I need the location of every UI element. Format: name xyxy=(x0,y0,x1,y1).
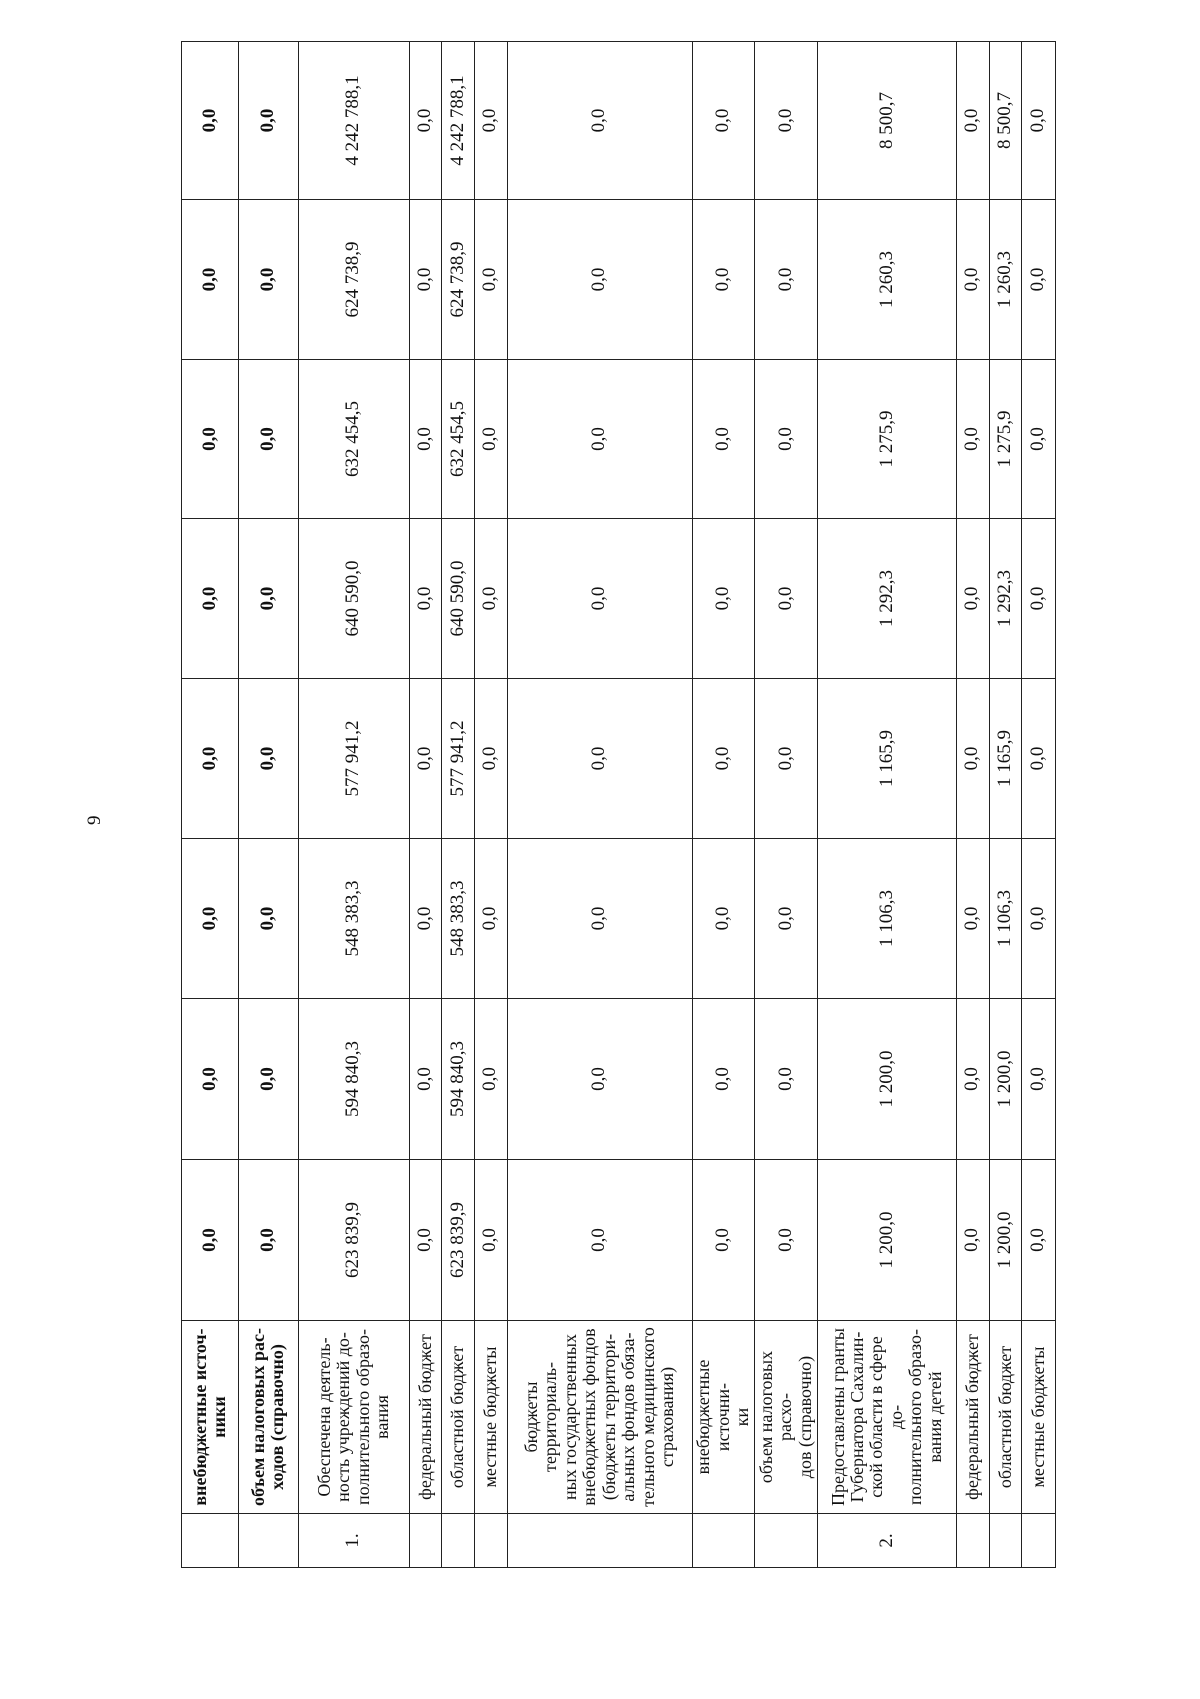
row-label: внебюджетные источ- ники xyxy=(182,1321,239,1514)
row-label: федеральный бюджет xyxy=(409,1321,442,1514)
value-cell: 8 500,7 xyxy=(989,42,1022,200)
value-cell: 0,0 xyxy=(507,1160,692,1321)
value-cell: 0,0 xyxy=(474,519,507,679)
value-cell: 0,0 xyxy=(956,360,989,519)
row-label: Обеспечена деятель- ность учреждений до- полнительного образо- вания xyxy=(298,1321,409,1514)
row-number xyxy=(442,1514,475,1568)
row-label: местные бюджеты xyxy=(1022,1321,1056,1514)
row-number xyxy=(238,1514,298,1568)
value-cell: 0,0 xyxy=(409,1160,442,1321)
value-cell: 0,0 xyxy=(956,1160,989,1321)
value-cell: 623 839,9 xyxy=(442,1160,475,1321)
value-cell: 1 200,0 xyxy=(817,999,956,1160)
value-cell: 1 292,3 xyxy=(817,519,956,679)
value-cell: 0,0 xyxy=(474,360,507,519)
value-cell: 0,0 xyxy=(1022,519,1056,679)
value-cell: 0,0 xyxy=(755,999,817,1160)
table-row xyxy=(755,42,817,1568)
value-cell: 1 200,0 xyxy=(817,1160,956,1321)
row-number xyxy=(474,1514,507,1568)
row-label: объем налоговых рас- ходов (справочно) xyxy=(238,1321,298,1514)
value-cell: 0,0 xyxy=(956,519,989,679)
value-cell: 640 590,0 xyxy=(442,519,475,679)
value-cell: 0,0 xyxy=(507,999,692,1160)
value-cell: 0,0 xyxy=(755,1160,817,1321)
table-row xyxy=(989,42,1022,1568)
value-cell: 0,0 xyxy=(755,200,817,360)
value-cell: 0,0 xyxy=(1022,999,1056,1160)
value-cell: 0,0 xyxy=(409,360,442,519)
value-cell: 0,0 xyxy=(692,200,754,360)
row-label: федеральный бюджет xyxy=(956,1321,989,1514)
value-cell: 0,0 xyxy=(182,42,239,200)
budget-table xyxy=(181,41,1056,1568)
table-row xyxy=(182,42,239,1568)
value-cell: 0,0 xyxy=(692,839,754,999)
row-label: объем налоговых расхо- дов (справочно) xyxy=(755,1321,817,1514)
value-cell: 0,0 xyxy=(474,679,507,839)
value-cell: 0,0 xyxy=(238,679,298,839)
value-cell: 0,0 xyxy=(182,519,239,679)
value-cell: 577 941,2 xyxy=(442,679,475,839)
value-cell: 0,0 xyxy=(238,999,298,1160)
value-cell: 594 840,3 xyxy=(298,999,409,1160)
row-label: внебюджетные источни- ки xyxy=(692,1321,754,1514)
value-cell: 1 260,3 xyxy=(989,200,1022,360)
value-cell: 0,0 xyxy=(692,679,754,839)
value-cell: 1 275,9 xyxy=(817,360,956,519)
row-number xyxy=(755,1514,817,1568)
table-body xyxy=(182,42,1056,1568)
value-cell: 0,0 xyxy=(238,42,298,200)
row-label: Предоставлены гранты Губернатора Сахалин- ской области в сфере до- полнительного образо- вания детей xyxy=(817,1321,956,1514)
row-number xyxy=(989,1514,1022,1568)
value-cell: 0,0 xyxy=(182,839,239,999)
row-label: областной бюджет xyxy=(442,1321,475,1514)
value-cell: 0,0 xyxy=(1022,1160,1056,1321)
value-cell: 4 242 788,1 xyxy=(442,42,475,200)
value-cell: 0,0 xyxy=(409,519,442,679)
value-cell: 0,0 xyxy=(238,519,298,679)
value-cell: 623 839,9 xyxy=(298,1160,409,1321)
value-cell: 0,0 xyxy=(956,679,989,839)
value-cell: 0,0 xyxy=(238,200,298,360)
value-cell: 0,0 xyxy=(692,1160,754,1321)
value-cell: 0,0 xyxy=(182,200,239,360)
value-cell: 0,0 xyxy=(956,839,989,999)
value-cell: 0,0 xyxy=(474,42,507,200)
value-cell: 0,0 xyxy=(182,1160,239,1321)
row-number xyxy=(956,1514,989,1568)
value-cell: 0,0 xyxy=(474,839,507,999)
value-cell: 0,0 xyxy=(507,200,692,360)
value-cell: 0,0 xyxy=(956,42,989,200)
table-row xyxy=(474,42,507,1568)
value-cell: 0,0 xyxy=(956,200,989,360)
value-cell: 0,0 xyxy=(182,999,239,1160)
value-cell: 0,0 xyxy=(692,360,754,519)
value-cell: 0,0 xyxy=(409,839,442,999)
budget-table-sheet xyxy=(181,42,1056,1568)
page-number: 9 xyxy=(84,815,105,825)
value-cell: 0,0 xyxy=(182,360,239,519)
value-cell: 0,0 xyxy=(692,519,754,679)
value-cell: 1 200,0 xyxy=(989,1160,1022,1321)
value-cell: 0,0 xyxy=(1022,200,1056,360)
row-label: бюджеты территориаль- ных государственных внебюджетных фондов (бюджеты территори- альных фондов обяза- тельного медицинского страхования) xyxy=(507,1321,692,1514)
value-cell: 1 292,3 xyxy=(989,519,1022,679)
value-cell: 1 275,9 xyxy=(989,360,1022,519)
table-row xyxy=(442,42,475,1568)
value-cell: 0,0 xyxy=(507,360,692,519)
value-cell: 0,0 xyxy=(692,42,754,200)
value-cell: 4 242 788,1 xyxy=(298,42,409,200)
value-cell: 0,0 xyxy=(507,679,692,839)
row-number xyxy=(1022,1514,1056,1568)
value-cell: 0,0 xyxy=(755,360,817,519)
value-cell: 0,0 xyxy=(755,679,817,839)
value-cell: 632 454,5 xyxy=(442,360,475,519)
value-cell: 640 590,0 xyxy=(298,519,409,679)
value-cell: 594 840,3 xyxy=(442,999,475,1160)
row-number xyxy=(692,1514,754,1568)
table-row xyxy=(692,42,754,1568)
value-cell: 0,0 xyxy=(1022,679,1056,839)
row-label: местные бюджеты xyxy=(474,1321,507,1514)
value-cell: 0,0 xyxy=(474,200,507,360)
table-row xyxy=(817,42,956,1568)
value-cell: 0,0 xyxy=(755,519,817,679)
value-cell: 0,0 xyxy=(956,999,989,1160)
value-cell: 0,0 xyxy=(474,1160,507,1321)
value-cell: 0,0 xyxy=(409,999,442,1160)
value-cell: 0,0 xyxy=(755,839,817,999)
value-cell: 0,0 xyxy=(1022,42,1056,200)
value-cell: 1 200,0 xyxy=(989,999,1022,1160)
value-cell: 0,0 xyxy=(1022,360,1056,519)
table-row xyxy=(298,42,409,1568)
value-cell: 548 383,3 xyxy=(442,839,475,999)
value-cell: 1 165,9 xyxy=(817,679,956,839)
row-number: 2. xyxy=(817,1514,956,1568)
value-cell: 1 106,3 xyxy=(989,839,1022,999)
row-number xyxy=(182,1514,239,1568)
value-cell: 0,0 xyxy=(507,839,692,999)
value-cell: 0,0 xyxy=(238,839,298,999)
value-cell: 0,0 xyxy=(238,1160,298,1321)
table-row xyxy=(956,42,989,1568)
row-number: 1. xyxy=(298,1514,409,1568)
row-number xyxy=(409,1514,442,1568)
value-cell: 0,0 xyxy=(755,42,817,200)
value-cell: 0,0 xyxy=(507,519,692,679)
table-row xyxy=(1022,42,1056,1568)
value-cell: 0,0 xyxy=(409,679,442,839)
value-cell: 0,0 xyxy=(507,42,692,200)
value-cell: 0,0 xyxy=(238,360,298,519)
row-label: областной бюджет xyxy=(989,1321,1022,1514)
value-cell: 632 454,5 xyxy=(298,360,409,519)
value-cell: 0,0 xyxy=(474,999,507,1160)
value-cell: 1 165,9 xyxy=(989,679,1022,839)
value-cell: 0,0 xyxy=(1022,839,1056,999)
table-row xyxy=(238,42,298,1568)
table-row xyxy=(507,42,692,1568)
table-row xyxy=(409,42,442,1568)
value-cell: 624 738,9 xyxy=(298,200,409,360)
value-cell: 0,0 xyxy=(409,200,442,360)
value-cell: 624 738,9 xyxy=(442,200,475,360)
row-number xyxy=(507,1514,692,1568)
value-cell: 0,0 xyxy=(409,42,442,200)
value-cell: 0,0 xyxy=(182,679,239,839)
value-cell: 1 260,3 xyxy=(817,200,956,360)
value-cell: 548 383,3 xyxy=(298,839,409,999)
value-cell: 8 500,7 xyxy=(817,42,956,200)
value-cell: 577 941,2 xyxy=(298,679,409,839)
value-cell: 0,0 xyxy=(692,999,754,1160)
value-cell: 1 106,3 xyxy=(817,839,956,999)
